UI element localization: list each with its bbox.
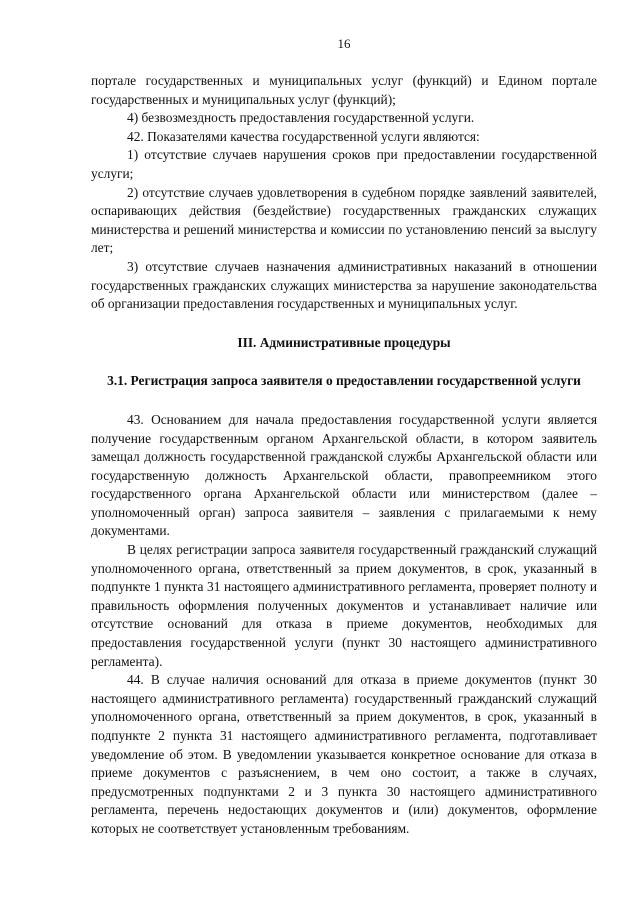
paragraph-portal-continuation: порталe государственных и муниципальных услуг (функций) и Едином портале государственных и муниципальных услуг (функций); — [91, 73, 597, 107]
paragraph-quality-2: 2) отсутствие случаев удовлетворения в судебном порядке заявлений заявителей, оспаривающих действия (бездействие) государственных гражданских служащих министерства и решений министерства и комиссии по установлению пенсий за выслугу лет; — [91, 184, 597, 256]
paragraph-item-42: 42. Показателями качества государственной услуги являются: — [127, 128, 480, 144]
page-number: 16 — [337, 36, 351, 51]
subsection-heading: 3.1. Регистрация запроса заявителя о предоставлении государственной услуги — [107, 373, 581, 389]
paragraph-quality-3: 3) отсутствие случаев назначения административных наказаний в отношении государственных гражданских служащих министерства за нарушение законодательства об организации предоставления государственных и муниципальных услуг. — [91, 258, 597, 312]
paragraph-44: 44. В случае наличия оснований для отказа в приеме документов (пункт 30 настоящего административного регламента) государственный гражданский служащий уполномоченного органа, ответственный за прием документов, в срок, указанный в подпункте 2 пункта 31 настоящего административного регламента, подготавливает уведомление об этом. В уведомлении указывается конкретное основание для отказа в приеме документов с разъяснением, в чем оно состоит, а также в случаях, предусмотренных подпунктами 2 и 3 пункта 30 настоящего административного регламента, перечень недостающих документов и (или) документов, оформление которых не соответствует установленным требованиям. — [91, 672, 597, 836]
paragraph-item-4: 4) безвозмездность предоставления государственной услуги. — [127, 110, 475, 126]
paragraph-quality-1: 1) отсутствие случаев нарушения сроков при предоставлении государственной услуги; — [91, 147, 597, 181]
paragraph-43: 43. Основанием для начала предоставления государственной услуги является получение государственным органом Архангельской области, в котором заявитель замещал должность государственной гражданской службы Архангельской области или государственную должность Архангельской области, правопреемником этого государственного органа Архангельской области или министерством (далее – уполномоченный орган) запроса заявителя – заявления с прилагаемыми к нему документами. — [91, 411, 597, 539]
paragraph-43-registration: В целях регистрации запроса заявителя государственный гражданский служащий уполномоченного органа, ответственный за прием документов, в срок, указанный в подпункте 1 пункта 31 настоящего административного регламента, проверяет полноту и правильность оформления полученных документов и устанавливает наличие или отсутствие оснований для отказа в приеме документов, необходимых для предоставления государственной услуги (пункт 30 настоящего административного регламента). — [91, 542, 597, 669]
document-page — [91, 36, 597, 839]
section-heading: III. Административные процедуры — [237, 334, 451, 350]
